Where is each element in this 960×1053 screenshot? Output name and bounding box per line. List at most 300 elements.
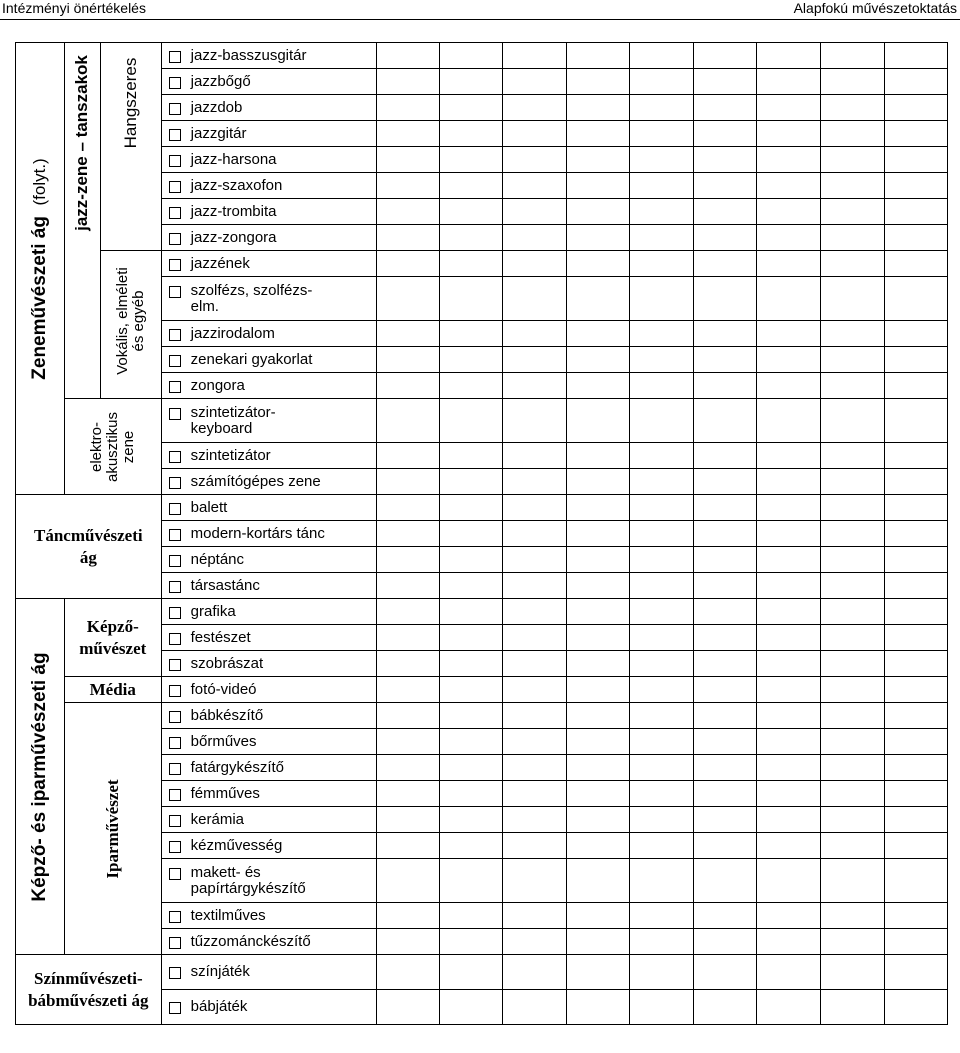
rating-cell[interactable] (439, 173, 502, 199)
checkbox[interactable] (169, 181, 181, 193)
rating-cell[interactable] (820, 399, 884, 443)
rating-cell[interactable] (376, 225, 439, 251)
rating-cell[interactable] (884, 95, 947, 121)
rating-cell[interactable] (502, 173, 566, 199)
rating-cell[interactable] (694, 755, 757, 781)
rating-cell[interactable] (630, 599, 694, 625)
rating-cell[interactable] (630, 443, 694, 469)
checkbox[interactable] (169, 685, 181, 697)
checkbox[interactable] (169, 77, 181, 89)
rating-cell[interactable] (439, 833, 502, 859)
rating-cell[interactable] (757, 495, 820, 521)
rating-cell[interactable] (439, 469, 502, 495)
rating-cell[interactable] (630, 225, 694, 251)
rating-cell[interactable] (502, 495, 566, 521)
rating-cell[interactable] (566, 43, 629, 69)
rating-cell[interactable] (502, 95, 566, 121)
rating-cell[interactable] (884, 703, 947, 729)
rating-cell[interactable] (376, 199, 439, 225)
rating-cell[interactable] (439, 399, 502, 443)
rating-cell[interactable] (820, 729, 884, 755)
rating-cell[interactable] (376, 69, 439, 95)
rating-cell[interactable] (566, 373, 629, 399)
rating-cell[interactable] (630, 495, 694, 521)
rating-cell[interactable] (439, 147, 502, 173)
rating-cell[interactable] (884, 147, 947, 173)
rating-cell[interactable] (884, 755, 947, 781)
rating-cell[interactable] (630, 625, 694, 651)
rating-cell[interactable] (376, 859, 439, 903)
rating-cell[interactable] (502, 399, 566, 443)
rating-cell[interactable] (694, 347, 757, 373)
rating-cell[interactable] (884, 43, 947, 69)
rating-cell[interactable] (566, 321, 629, 347)
rating-cell[interactable] (820, 95, 884, 121)
rating-cell[interactable] (820, 807, 884, 833)
rating-cell[interactable] (820, 573, 884, 599)
rating-cell[interactable] (820, 277, 884, 321)
checkbox[interactable] (169, 868, 181, 880)
rating-cell[interactable] (694, 859, 757, 903)
rating-cell[interactable] (694, 399, 757, 443)
rating-cell[interactable] (630, 347, 694, 373)
rating-cell[interactable] (566, 521, 629, 547)
rating-cell[interactable] (439, 955, 502, 990)
rating-cell[interactable] (630, 859, 694, 903)
rating-cell[interactable] (884, 495, 947, 521)
rating-cell[interactable] (439, 225, 502, 251)
checkbox[interactable] (169, 967, 181, 979)
checkbox[interactable] (169, 408, 181, 420)
rating-cell[interactable] (757, 199, 820, 225)
rating-cell[interactable] (502, 69, 566, 95)
checkbox[interactable] (169, 329, 181, 341)
rating-cell[interactable] (820, 321, 884, 347)
rating-cell[interactable] (502, 781, 566, 807)
rating-cell[interactable] (757, 729, 820, 755)
rating-cell[interactable] (566, 859, 629, 903)
rating-cell[interactable] (376, 651, 439, 677)
rating-cell[interactable] (502, 373, 566, 399)
rating-cell[interactable] (757, 859, 820, 903)
rating-cell[interactable] (757, 677, 820, 703)
rating-cell[interactable] (694, 903, 757, 929)
rating-cell[interactable] (566, 929, 629, 955)
rating-cell[interactable] (630, 277, 694, 321)
rating-cell[interactable] (376, 43, 439, 69)
rating-cell[interactable] (376, 703, 439, 729)
rating-cell[interactable] (884, 929, 947, 955)
rating-cell[interactable] (694, 147, 757, 173)
rating-cell[interactable] (376, 833, 439, 859)
rating-cell[interactable] (884, 251, 947, 277)
rating-cell[interactable] (757, 521, 820, 547)
rating-cell[interactable] (757, 173, 820, 199)
rating-cell[interactable] (376, 677, 439, 703)
rating-cell[interactable] (884, 121, 947, 147)
rating-cell[interactable] (757, 373, 820, 399)
rating-cell[interactable] (630, 990, 694, 1025)
rating-cell[interactable] (502, 43, 566, 69)
rating-cell[interactable] (694, 69, 757, 95)
rating-cell[interactable] (757, 833, 820, 859)
rating-cell[interactable] (439, 495, 502, 521)
rating-cell[interactable] (630, 469, 694, 495)
rating-cell[interactable] (694, 677, 757, 703)
rating-cell[interactable] (439, 859, 502, 903)
rating-cell[interactable] (566, 347, 629, 373)
rating-cell[interactable] (566, 807, 629, 833)
rating-cell[interactable] (502, 833, 566, 859)
rating-cell[interactable] (820, 677, 884, 703)
rating-cell[interactable] (376, 521, 439, 547)
rating-cell[interactable] (630, 199, 694, 225)
rating-cell[interactable] (376, 495, 439, 521)
rating-cell[interactable] (630, 43, 694, 69)
rating-cell[interactable] (820, 469, 884, 495)
rating-cell[interactable] (566, 903, 629, 929)
rating-cell[interactable] (376, 399, 439, 443)
rating-cell[interactable] (439, 807, 502, 833)
rating-cell[interactable] (502, 225, 566, 251)
rating-cell[interactable] (630, 903, 694, 929)
checkbox[interactable] (169, 555, 181, 567)
checkbox[interactable] (169, 207, 181, 219)
rating-cell[interactable] (439, 43, 502, 69)
rating-cell[interactable] (439, 625, 502, 651)
checkbox[interactable] (169, 659, 181, 671)
rating-cell[interactable] (757, 399, 820, 443)
rating-cell[interactable] (566, 469, 629, 495)
rating-cell[interactable] (757, 929, 820, 955)
rating-cell[interactable] (502, 807, 566, 833)
rating-cell[interactable] (439, 903, 502, 929)
rating-cell[interactable] (884, 521, 947, 547)
rating-cell[interactable] (630, 781, 694, 807)
rating-cell[interactable] (502, 729, 566, 755)
rating-cell[interactable] (630, 651, 694, 677)
rating-cell[interactable] (566, 399, 629, 443)
checkbox[interactable] (169, 503, 181, 515)
rating-cell[interactable] (439, 781, 502, 807)
rating-cell[interactable] (820, 43, 884, 69)
rating-cell[interactable] (630, 955, 694, 990)
rating-cell[interactable] (630, 521, 694, 547)
rating-cell[interactable] (757, 547, 820, 573)
rating-cell[interactable] (820, 373, 884, 399)
rating-cell[interactable] (757, 625, 820, 651)
rating-cell[interactable] (439, 277, 502, 321)
rating-cell[interactable] (820, 521, 884, 547)
rating-cell[interactable] (884, 651, 947, 677)
checkbox[interactable] (169, 737, 181, 749)
rating-cell[interactable] (502, 521, 566, 547)
rating-cell[interactable] (694, 547, 757, 573)
rating-cell[interactable] (757, 755, 820, 781)
rating-cell[interactable] (439, 321, 502, 347)
rating-cell[interactable] (630, 147, 694, 173)
rating-cell[interactable] (694, 625, 757, 651)
rating-cell[interactable] (884, 729, 947, 755)
rating-cell[interactable] (694, 251, 757, 277)
rating-cell[interactable] (566, 781, 629, 807)
rating-cell[interactable] (502, 547, 566, 573)
rating-cell[interactable] (630, 755, 694, 781)
rating-cell[interactable] (439, 547, 502, 573)
checkbox[interactable] (169, 711, 181, 723)
rating-cell[interactable] (566, 225, 629, 251)
checkbox[interactable] (169, 763, 181, 775)
rating-cell[interactable] (694, 929, 757, 955)
rating-cell[interactable] (884, 173, 947, 199)
rating-cell[interactable] (757, 321, 820, 347)
rating-cell[interactable] (376, 929, 439, 955)
rating-cell[interactable] (757, 469, 820, 495)
rating-cell[interactable] (757, 990, 820, 1025)
rating-cell[interactable] (884, 781, 947, 807)
checkbox[interactable] (169, 259, 181, 271)
checkbox[interactable] (169, 381, 181, 393)
rating-cell[interactable] (439, 729, 502, 755)
rating-cell[interactable] (820, 599, 884, 625)
checkbox[interactable] (169, 581, 181, 593)
rating-cell[interactable] (502, 121, 566, 147)
rating-cell[interactable] (439, 69, 502, 95)
checkbox[interactable] (169, 911, 181, 923)
rating-cell[interactable] (757, 955, 820, 990)
rating-cell[interactable] (884, 677, 947, 703)
rating-cell[interactable] (566, 703, 629, 729)
checkbox[interactable] (169, 51, 181, 63)
rating-cell[interactable] (630, 173, 694, 199)
rating-cell[interactable] (376, 251, 439, 277)
rating-cell[interactable] (757, 573, 820, 599)
rating-cell[interactable] (439, 95, 502, 121)
rating-cell[interactable] (566, 955, 629, 990)
rating-cell[interactable] (694, 95, 757, 121)
rating-cell[interactable] (694, 321, 757, 347)
rating-cell[interactable] (566, 495, 629, 521)
rating-cell[interactable] (757, 807, 820, 833)
rating-cell[interactable] (439, 521, 502, 547)
rating-cell[interactable] (694, 443, 757, 469)
rating-cell[interactable] (820, 443, 884, 469)
rating-cell[interactable] (694, 781, 757, 807)
rating-cell[interactable] (376, 469, 439, 495)
rating-cell[interactable] (884, 399, 947, 443)
rating-cell[interactable] (439, 121, 502, 147)
rating-cell[interactable] (376, 547, 439, 573)
rating-cell[interactable] (376, 807, 439, 833)
checkbox[interactable] (169, 129, 181, 141)
rating-cell[interactable] (630, 251, 694, 277)
rating-cell[interactable] (630, 321, 694, 347)
rating-cell[interactable] (502, 859, 566, 903)
rating-cell[interactable] (884, 573, 947, 599)
rating-cell[interactable] (884, 321, 947, 347)
rating-cell[interactable] (884, 903, 947, 929)
rating-cell[interactable] (566, 573, 629, 599)
checkbox[interactable] (169, 529, 181, 541)
rating-cell[interactable] (502, 199, 566, 225)
rating-cell[interactable] (694, 573, 757, 599)
rating-cell[interactable] (630, 399, 694, 443)
rating-cell[interactable] (820, 495, 884, 521)
rating-cell[interactable] (694, 121, 757, 147)
rating-cell[interactable] (502, 625, 566, 651)
rating-cell[interactable] (884, 955, 947, 990)
rating-cell[interactable] (376, 277, 439, 321)
rating-cell[interactable] (439, 347, 502, 373)
rating-cell[interactable] (694, 807, 757, 833)
rating-cell[interactable] (502, 599, 566, 625)
rating-cell[interactable] (376, 625, 439, 651)
rating-cell[interactable] (884, 469, 947, 495)
rating-cell[interactable] (502, 903, 566, 929)
rating-cell[interactable] (376, 321, 439, 347)
rating-cell[interactable] (694, 703, 757, 729)
checkbox[interactable] (169, 1002, 181, 1014)
rating-cell[interactable] (376, 955, 439, 990)
rating-cell[interactable] (439, 443, 502, 469)
rating-cell[interactable] (694, 43, 757, 69)
rating-cell[interactable] (757, 147, 820, 173)
rating-cell[interactable] (630, 95, 694, 121)
rating-cell[interactable] (694, 599, 757, 625)
rating-cell[interactable] (439, 199, 502, 225)
rating-cell[interactable] (630, 547, 694, 573)
rating-cell[interactable] (820, 833, 884, 859)
rating-cell[interactable] (502, 651, 566, 677)
rating-cell[interactable] (376, 373, 439, 399)
rating-cell[interactable] (820, 990, 884, 1025)
rating-cell[interactable] (376, 95, 439, 121)
rating-cell[interactable] (439, 599, 502, 625)
checkbox[interactable] (169, 355, 181, 367)
rating-cell[interactable] (757, 347, 820, 373)
checkbox[interactable] (169, 233, 181, 245)
rating-cell[interactable] (757, 121, 820, 147)
rating-cell[interactable] (502, 703, 566, 729)
rating-cell[interactable] (884, 69, 947, 95)
checkbox[interactable] (169, 841, 181, 853)
rating-cell[interactable] (694, 199, 757, 225)
rating-cell[interactable] (820, 547, 884, 573)
rating-cell[interactable] (566, 599, 629, 625)
rating-cell[interactable] (566, 833, 629, 859)
rating-cell[interactable] (439, 755, 502, 781)
rating-cell[interactable] (884, 443, 947, 469)
checkbox[interactable] (169, 789, 181, 801)
rating-cell[interactable] (566, 990, 629, 1025)
rating-cell[interactable] (694, 833, 757, 859)
rating-cell[interactable] (820, 903, 884, 929)
rating-cell[interactable] (502, 677, 566, 703)
rating-cell[interactable] (502, 990, 566, 1025)
rating-cell[interactable] (376, 903, 439, 929)
rating-cell[interactable] (502, 321, 566, 347)
rating-cell[interactable] (566, 251, 629, 277)
rating-cell[interactable] (630, 373, 694, 399)
rating-cell[interactable] (757, 703, 820, 729)
rating-cell[interactable] (757, 43, 820, 69)
rating-cell[interactable] (884, 859, 947, 903)
rating-cell[interactable] (630, 703, 694, 729)
rating-cell[interactable] (884, 225, 947, 251)
rating-cell[interactable] (502, 147, 566, 173)
rating-cell[interactable] (884, 625, 947, 651)
rating-cell[interactable] (630, 121, 694, 147)
rating-cell[interactable] (502, 929, 566, 955)
rating-cell[interactable] (376, 147, 439, 173)
rating-cell[interactable] (820, 347, 884, 373)
rating-cell[interactable] (757, 599, 820, 625)
rating-cell[interactable] (502, 755, 566, 781)
rating-cell[interactable] (502, 469, 566, 495)
rating-cell[interactable] (694, 955, 757, 990)
rating-cell[interactable] (820, 781, 884, 807)
rating-cell[interactable] (820, 225, 884, 251)
rating-cell[interactable] (566, 755, 629, 781)
rating-cell[interactable] (757, 903, 820, 929)
checkbox[interactable] (169, 451, 181, 463)
rating-cell[interactable] (439, 703, 502, 729)
rating-cell[interactable] (630, 929, 694, 955)
rating-cell[interactable] (820, 173, 884, 199)
rating-cell[interactable] (757, 95, 820, 121)
rating-cell[interactable] (566, 121, 629, 147)
rating-cell[interactable] (566, 729, 629, 755)
rating-cell[interactable] (376, 443, 439, 469)
rating-cell[interactable] (566, 625, 629, 651)
rating-cell[interactable] (694, 495, 757, 521)
rating-cell[interactable] (884, 199, 947, 225)
rating-cell[interactable] (820, 651, 884, 677)
rating-cell[interactable] (502, 573, 566, 599)
rating-cell[interactable] (820, 755, 884, 781)
rating-cell[interactable] (439, 573, 502, 599)
rating-cell[interactable] (630, 807, 694, 833)
checkbox[interactable] (169, 633, 181, 645)
rating-cell[interactable] (694, 729, 757, 755)
rating-cell[interactable] (694, 521, 757, 547)
rating-cell[interactable] (757, 251, 820, 277)
rating-cell[interactable] (502, 277, 566, 321)
rating-cell[interactable] (566, 443, 629, 469)
rating-cell[interactable] (502, 955, 566, 990)
rating-cell[interactable] (439, 251, 502, 277)
rating-cell[interactable] (439, 990, 502, 1025)
rating-cell[interactable] (694, 990, 757, 1025)
checkbox[interactable] (169, 286, 181, 298)
rating-cell[interactable] (376, 173, 439, 199)
rating-cell[interactable] (566, 95, 629, 121)
rating-cell[interactable] (820, 955, 884, 990)
rating-cell[interactable] (566, 651, 629, 677)
rating-cell[interactable] (502, 347, 566, 373)
rating-cell[interactable] (439, 929, 502, 955)
rating-cell[interactable] (820, 121, 884, 147)
rating-cell[interactable] (630, 677, 694, 703)
rating-cell[interactable] (757, 781, 820, 807)
rating-cell[interactable] (694, 225, 757, 251)
rating-cell[interactable] (376, 347, 439, 373)
rating-cell[interactable] (566, 277, 629, 321)
rating-cell[interactable] (566, 677, 629, 703)
rating-cell[interactable] (694, 373, 757, 399)
rating-cell[interactable] (884, 833, 947, 859)
checkbox[interactable] (169, 815, 181, 827)
